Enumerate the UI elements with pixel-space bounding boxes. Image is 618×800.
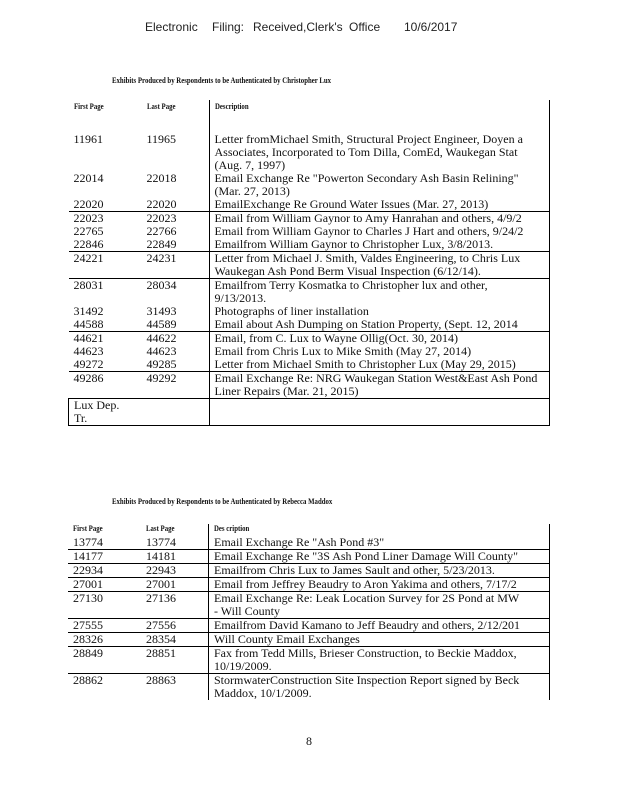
table-row [69, 358, 550, 372]
first-page-cell: 22020 [73, 198, 104, 211]
description-line: Emailfrom William Gaynor to Christopher Lux, 3/8/2013. [214, 238, 494, 251]
last-page-cell: 44622 [146, 331, 177, 345]
last-page-cell: 31493 [146, 305, 177, 318]
first-page-cell: 14177 [73, 549, 103, 563]
column-header: Des cription [214, 524, 250, 533]
last-page-cell: 22020 [146, 198, 177, 211]
first-page-cell: 44623 [73, 345, 104, 358]
description-line: Letter from Michael Smith to Christopher Lux (May 29, 2015) [214, 358, 516, 371]
column-header: First Page [73, 524, 103, 533]
description-line: Email Exchange Re: NRG Waukegan Station West&East Ash Pond [214, 371, 538, 385]
first-page-cell: 49272 [73, 358, 104, 371]
table-row [68, 536, 550, 550]
first-page-cell: 27001 [73, 577, 103, 591]
description-line: Email, from C. Lux to Wayne Ollig(Oct. 30, 2014) [214, 331, 458, 345]
first-page-cell: 22846 [73, 238, 104, 251]
table-row [69, 172, 550, 198]
last-page-cell: 28354 [146, 632, 176, 646]
description-line: Will County Email Exchanges [214, 632, 360, 646]
header-date: 10/6/2017 [404, 20, 458, 34]
last-page-cell: 14181 [146, 549, 176, 563]
table-row [69, 372, 550, 399]
last-page-cell: 28034 [146, 278, 177, 292]
first-page-cell: 24221 [73, 251, 104, 265]
description-line: Email from Jeffrey Beaudry to Aron Yakima and others, 7/17/2 [214, 577, 517, 591]
table-row [68, 592, 550, 619]
table-row [69, 332, 550, 346]
first-page-cell: 22765 [73, 225, 104, 238]
first-page-cell: 44621 [73, 331, 104, 345]
table-row [69, 318, 550, 332]
description-line: Email from William Gaynor to Charles J Hart and others, 9/24/2 [214, 225, 524, 238]
first-page-cell: 13774 [73, 536, 103, 549]
last-page-cell: 22943 [146, 563, 176, 577]
first-page-cell: 31492 [73, 305, 104, 318]
description-line: Emailfrom David Kamano to Jeff Beaudry and others, 2/12/201 [214, 618, 521, 632]
description-line: Emailfrom Terry Kosmatka to Christopher lux and other, [214, 278, 488, 292]
first-page-cell: 44588 [73, 318, 104, 331]
table-row [69, 252, 550, 279]
description-line: Letter from Michael J. Smith, Valdes Engineering, to Chris Lux [214, 251, 521, 265]
description-line: Email Exchange Re: Leak Location Survey for 2S Pond at MW [214, 591, 520, 605]
last-page-cell: 49285 [146, 358, 177, 371]
last-page-cell: 44589 [146, 318, 177, 331]
first-page-cell: 49286 [73, 371, 104, 385]
last-page-cell: 28851 [146, 646, 176, 660]
table-row [69, 279, 550, 306]
last-page-cell: 44623 [146, 345, 177, 358]
description-line: Email from Chris Lux to Mike Smith (May 27, 2014) [214, 345, 472, 358]
description-line: 10/19/2009. [214, 659, 272, 673]
first-page-cell: 22014 [73, 172, 104, 185]
first-page-cell: 28849 [73, 646, 103, 660]
last-page-cell: 27556 [146, 618, 176, 632]
section1-title: Exhibits Produced by Respondents to be Authenticated by Christopher Lux [112, 76, 332, 85]
last-page-cell: 22018 [146, 172, 177, 185]
description-line: Email Exchange Re "3S Ash Pond Liner Damage Will County" [214, 549, 519, 563]
description-line: Emailfrom Chris Lux to James Sault and other, 5/23/2013. [214, 563, 495, 577]
column-header: Last Page [146, 524, 175, 533]
lux-deposition-label: Lux Dep. Tr. [74, 398, 120, 425]
table-header-row [68, 524, 550, 536]
table-row [68, 647, 550, 674]
table-row [69, 345, 550, 358]
first-page-cell: 22023 [73, 211, 104, 225]
table-row [68, 564, 550, 578]
maddox-exhibits-table [68, 524, 550, 700]
table-row [68, 578, 550, 592]
last-page-cell: 22766 [146, 225, 177, 238]
column-header: Last Page [146, 102, 176, 111]
page-number: 8 [306, 734, 312, 748]
description-line: Maddox, 10/1/2009. [214, 686, 312, 700]
column-header: First Page [73, 102, 104, 111]
header-received: Received,Clerk's [253, 20, 343, 34]
description-line: Email from William Gaynor to Amy Hanrahan and others, 4/9/2 [214, 211, 522, 225]
first-page-cell: 27130 [73, 591, 103, 605]
description-line: StormwaterConstruction Site Inspection Report signed by Beck [214, 673, 520, 687]
description-line: Email Exchange Re "Powerton Secondary Ash Basin Relining" [214, 172, 519, 185]
description-line: Fax from Tedd Mills, Brieser Construction, to Beckie Maddox, [214, 646, 517, 660]
description-line: 9/13/2013. [214, 291, 267, 305]
description-line: - Will County [214, 604, 280, 618]
first-page-cell: 28031 [73, 278, 104, 292]
last-page-cell: 27001 [146, 577, 176, 591]
last-page-cell: 11965 [146, 132, 177, 146]
description-line: EmailExchange Re Ground Water Issues (Mar. 27, 2013) [214, 198, 489, 211]
lux-deposition-row [69, 399, 550, 426]
description-line: Photographs of liner installation [214, 305, 369, 318]
last-page-cell: 28863 [146, 673, 176, 687]
last-page-cell: 13774 [146, 536, 176, 549]
lux-exhibits-table [68, 100, 550, 426]
table-row [69, 225, 550, 238]
table-row [68, 550, 550, 564]
description-line: Associates, Incorporated to Tom Dilla, ComEd, Waukegan Stat [214, 145, 518, 159]
header-filing: Filing: [212, 20, 245, 34]
first-page-cell: 22934 [73, 563, 103, 577]
table-row [69, 198, 550, 212]
table-row [69, 129, 550, 172]
table-row [69, 305, 550, 318]
first-page-cell: 27555 [73, 618, 103, 632]
description-line: Waukegan Ash Pond Berm Visual Inspection (6/12/14). [214, 264, 481, 278]
description-line: Email Exchange Re "Ash Pond #3" [214, 536, 385, 549]
table-row [68, 619, 550, 633]
description-line: Email about Ash Dumping on Station Property, (Sept. 12, 2014 [214, 318, 518, 331]
header-electronic: Electronic [145, 20, 198, 34]
description-line: (Mar. 27, 2013) [214, 184, 290, 198]
last-page-cell: 27136 [146, 591, 176, 605]
table-row [68, 633, 550, 647]
description-line: Letter fromMichael Smith, Structural Project Engineer, Doyen a [214, 132, 523, 146]
first-page-cell: 28326 [73, 632, 103, 646]
table-row [69, 212, 550, 226]
last-page-cell: 24231 [146, 251, 177, 265]
last-page-cell: 22849 [146, 238, 177, 251]
description-line: Liner Repairs (Mar. 21, 2015) [214, 384, 359, 398]
first-page-cell: 11961 [73, 132, 104, 146]
last-page-cell: 49292 [146, 371, 177, 385]
last-page-cell: 22023 [146, 211, 177, 225]
table-row [68, 674, 550, 701]
section2-title: Exhibits Produced by Respondents to be Authenticated by Rebecca Maddox [112, 497, 333, 506]
first-page-cell: 28862 [73, 673, 103, 687]
description-line: (Aug. 7, 1997) [214, 158, 286, 172]
table-header-row [69, 100, 550, 129]
header-office: Office [349, 20, 381, 34]
table-row [69, 238, 550, 252]
column-header: Description [214, 102, 249, 111]
